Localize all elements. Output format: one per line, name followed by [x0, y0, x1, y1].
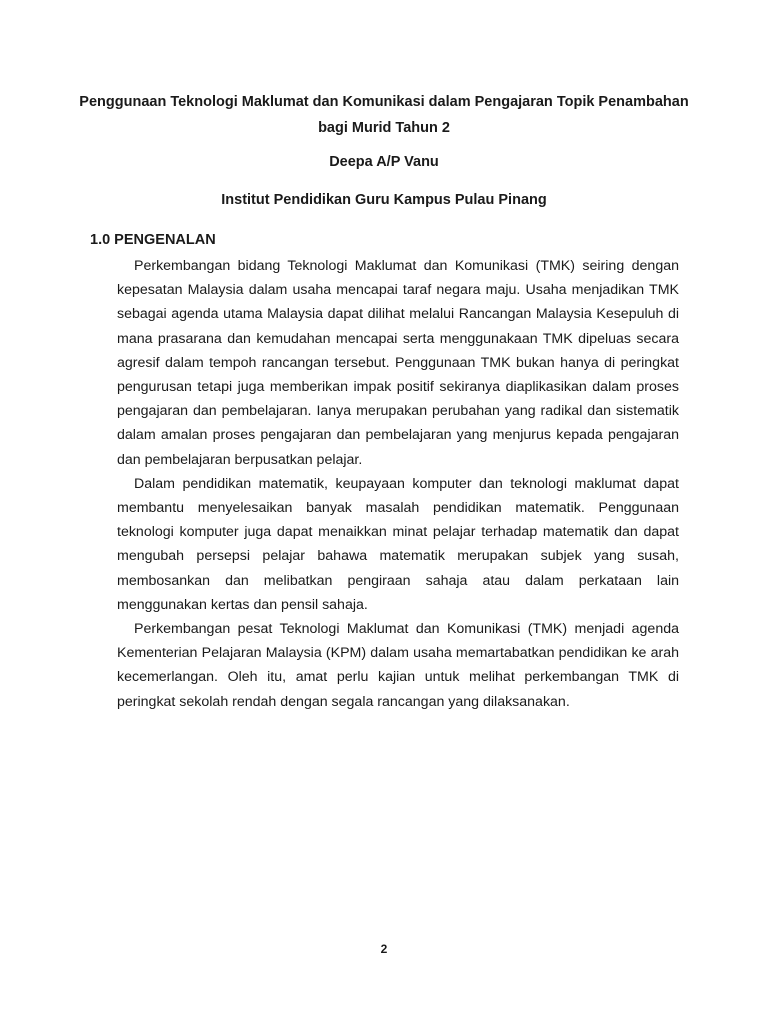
paragraph-2: Dalam pendidikan matematik, keupayaan komputer dan teknologi maklumat dapat membantu menyelesaikan banyak masalah pendidikan matematik. Penggunaan teknologi komputer juga dapat menaikkan minat pelajar terhadap matematik dan dapat mengubah persepsi pelajar bahawa matematik merupakan subjek yang susah, membosankan dan melibatkan pengiraan sahaja atau dalam perkataan lain menggunakan kertas dan pensil sahaja.	[117, 475, 679, 613]
document-title: Penggunaan Teknologi Maklumat dan Komunikasi dalam Pengajaran Topik Penambahan bagi Murid Tahun 2	[79, 94, 689, 136]
section-body	[117, 254, 679, 714]
author-name: Deepa A/P Vanu	[329, 154, 439, 170]
paragraph-1: Perkembangan bidang Teknologi Maklumat dan Komunikasi (TMK) seiring dengan kepesatan Malaysia dalam usaha mencapai taraf negara maju. Usaha menjadikan TMK sebagai agenda utama Malaysia dapat dilihat melalui Rancangan Malaysia Kesepuluh di mana prasarana dan kemudahan mencapai serta menggunakaan TMK dipeluas secara agresif dalam tempoh rancangan tersebut. Penggunaan TMK bukan hanya di peringkat pengurusan tetapi juga memberikan impak positif sekiranya diaplikasikan dalam proses pengajaran dan pembelajaran. Ianya merupakan perubahan yang radikal dan sistematik dalam amalan proses pengajaran dan pembelajaran yang menjurus kepada pengajaran dan pembelajaran berpusatkan pelajar.	[117, 258, 679, 468]
paragraph-3: Perkembangan pesat Teknologi Maklumat dan Komunikasi (TMK) menjadi agenda Kementerian Pelajaran Malaysia (KPM) dalam usaha memartabatkan pendidikan ke arah kecemerlangan. Oleh itu, amat perlu kajian untuk melihat perkembangan TMK di peringkat sekolah rendah dengan segala rancangan yang dilaksanakan.	[117, 621, 679, 710]
section-heading: 1.0 PENGENALAN	[90, 232, 216, 248]
institute-name: Institut Pendidikan Guru Kampus Pulau Pinang	[221, 192, 547, 208]
page-number: 2	[380, 942, 388, 956]
